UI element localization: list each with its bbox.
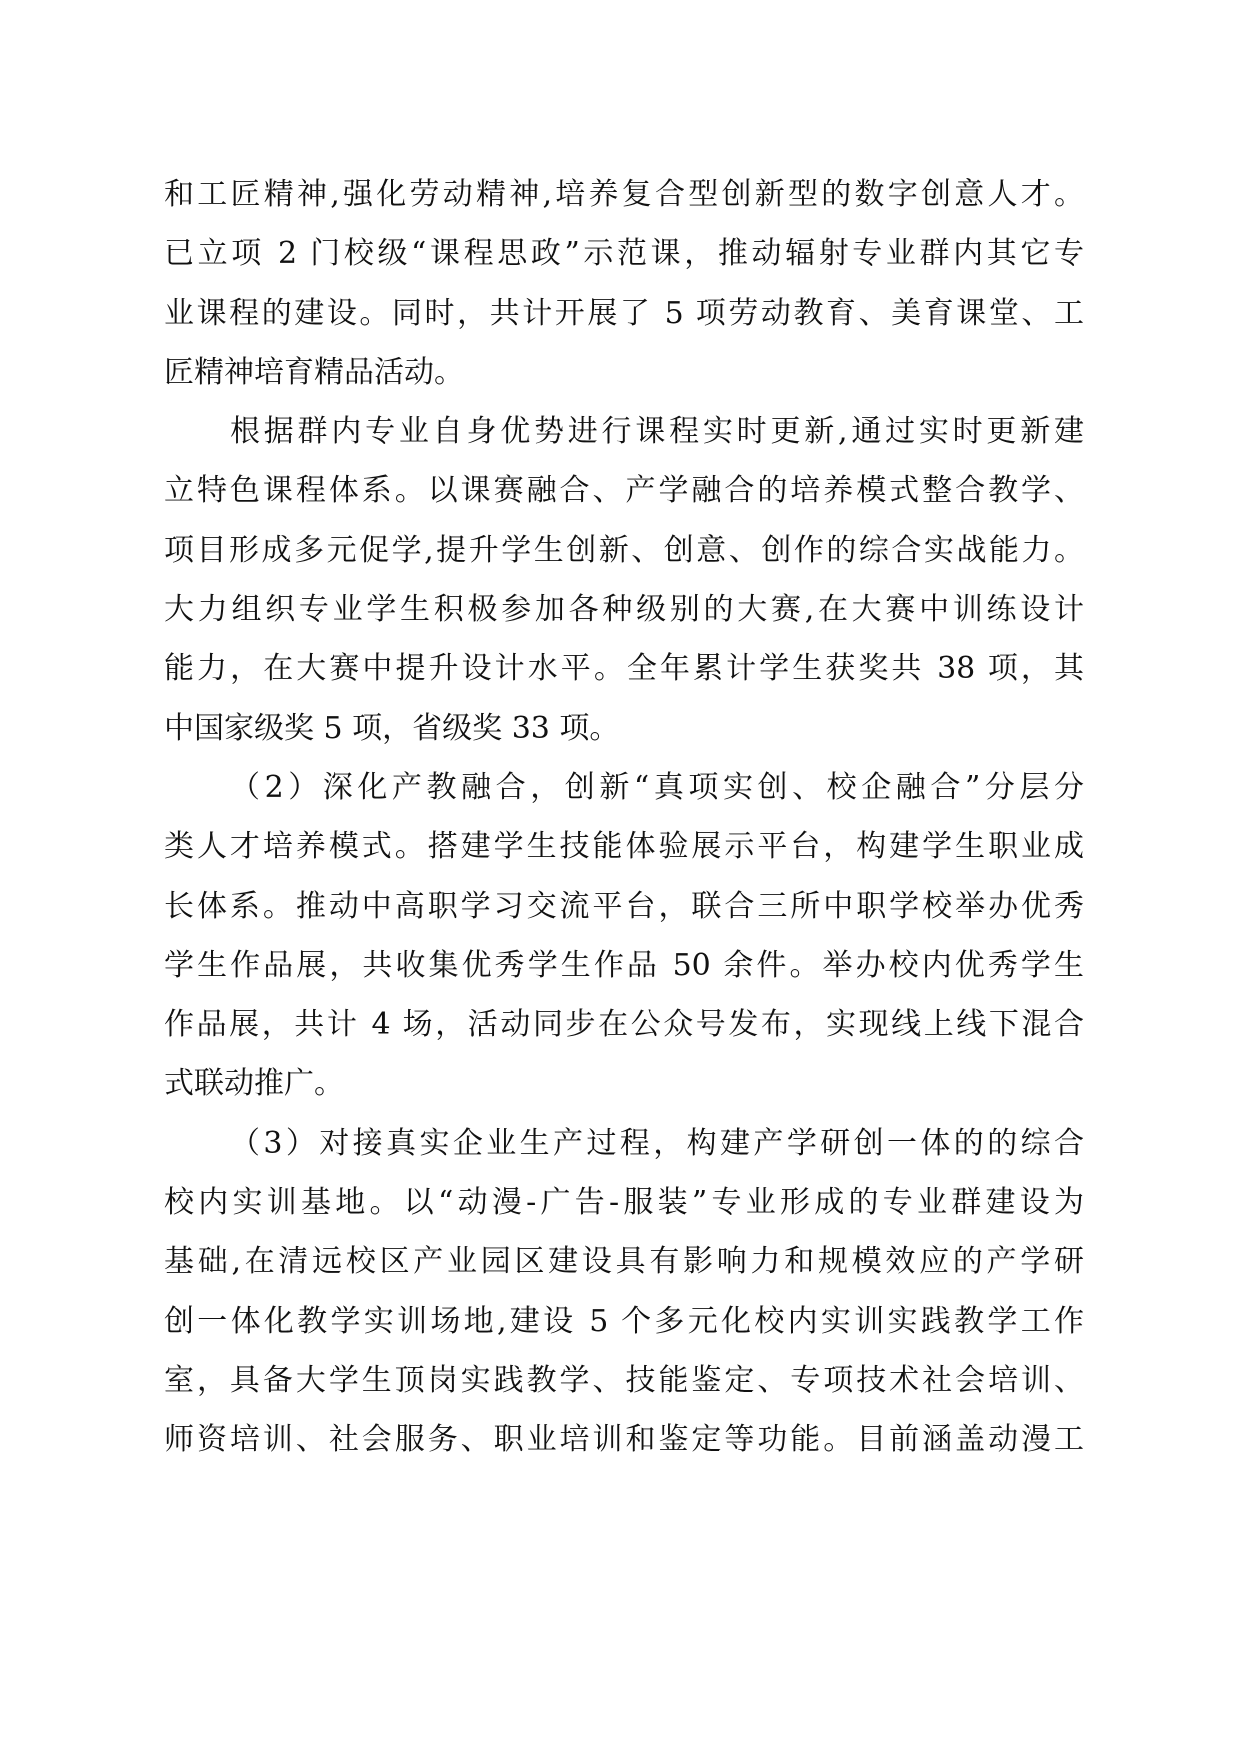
text-line: 和工匠精神,强化劳动精神,培养复合型创新型的数字创意人才。 [164,177,1084,212]
text-line: 中国家级奖 5 项，省级奖 33 项。 [164,710,620,746]
text-line: 业课程的建设。同时，共计开展了 5 项劳动教育、美育课堂、工 [164,295,1084,331]
text-line: 项目形成多元促学,提升学生创新、创意、创作的综合实战能力。 [164,532,1084,568]
text-line: 师资培训、社会服务、职业培训和鉴定等功能。目前涵盖动漫工 [164,1422,1084,1458]
text-line: 校内实训基地。以“动漫-广告-服装”专业形成的专业群建设为 [164,1185,1084,1221]
text-line: （3）对接真实企业生产过程，构建产学研创一体的的综合 [230,1125,1084,1161]
text-line: 匠精神培育精品活动。 [164,354,464,390]
text-line: （2）深化产教融合，创新“真项实创、校企融合”分层分 [230,769,1084,805]
text-line: 式联动推广。 [164,1066,344,1102]
text-line: 大力组织专业学生积极参加各种级别的大赛,在大赛中训练设计 [164,592,1084,628]
paragraph-3 [164,758,1084,1114]
text-line: 创一体化教学实训场地,建设 5 个多元化校内实训实践教学工作 [164,1303,1084,1339]
paragraph-1 [164,165,1084,402]
text-line: 长体系。推动中高职学习交流平台，联合三所中职学校举办优秀 [164,888,1084,924]
body-text [164,165,1084,1470]
text-line: 作品展，共计 4 场，活动同步在公众号发布，实现线上线下混合 [164,1007,1084,1043]
text-line: 已立项 2 门校级“课程思政”示范课，推动辐射专业群内其它专 [164,236,1084,272]
text-line: 类人才培养模式。搭建学生技能体验展示平台，构建学生职业成 [164,829,1084,865]
paragraph-2 [164,402,1084,758]
text-line: 学生作品展，共收集优秀学生作品 50 余件。举办校内优秀学生 [164,947,1084,983]
text-line: 根据群内专业自身优势进行课程实时更新,通过实时更新建 [230,414,1084,450]
text-line: 立特色课程体系。以课赛融合、产学融合的培养模式整合教学、 [164,473,1084,509]
text-line: 基础,在清远校区产业园区建设具有影响力和规模效应的产学研 [164,1244,1084,1280]
paragraph-4 [164,1114,1084,1470]
text-line: 室，具备大学生顶岗实践教学、技能鉴定、专项技术社会培训、 [164,1362,1084,1398]
text-line: 能力，在大赛中提升设计水平。全年累计学生获奖共 38 项，其 [164,651,1084,687]
